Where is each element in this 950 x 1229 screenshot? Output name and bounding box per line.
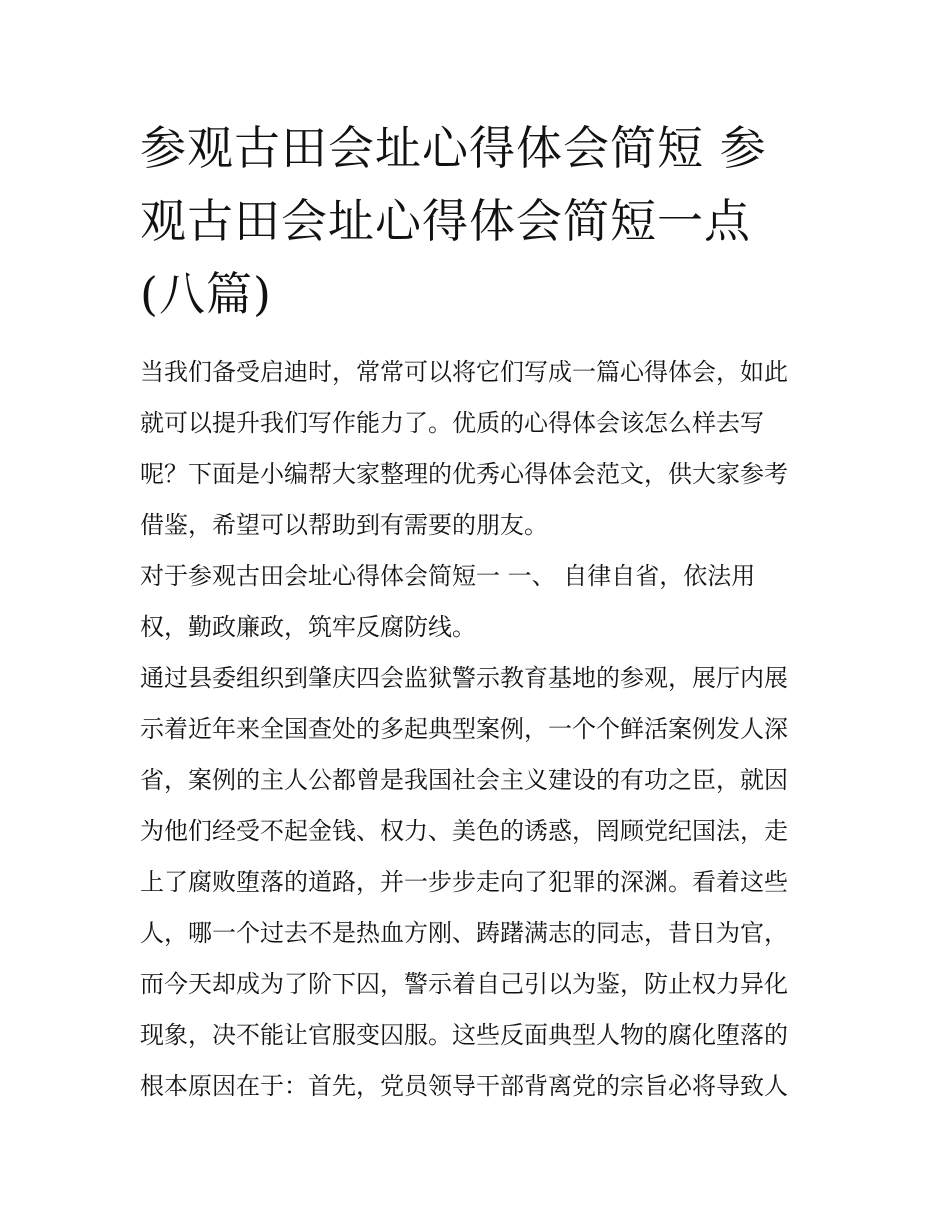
document-page [140,112,812,1112]
paragraph-line: 呢？下面是小编帮大家整理的优秀心得体会范文，供大家参考 [140,460,788,488]
paragraph-line: 现象，决不能让官服变囚服。这些反面典型人物的腐化堕落的 [140,1021,788,1049]
paragraph-line: 根本原因在于：首先，党员领导干部背离党的宗旨必将导致人 [140,1072,788,1100]
document-title [140,112,812,331]
paragraph-line: 对于参观古田会址心得体会简短一 一、 自律自省，依法用 [140,562,756,590]
paragraph-line: 上了腐败堕落的道路，并一步步走向了犯罪的深渊。看着这些 [140,868,788,896]
paragraph-line: 省，案例的主人公都曾是我国社会主义建设的有功之臣，就因 [140,766,788,794]
paragraph-line: 示着近年来全国查处的多起典型案例，一个个鲜活案例发人深 [140,715,788,743]
intro-paragraph [140,347,812,551]
paragraph-line: 权，勤政廉政，筑牢反腐防线。 [140,613,476,641]
paragraph-line: 人，哪一个过去不是热血方刚、踌躇满志的同志，昔日为官， [140,919,788,947]
paragraph-line: 当我们备受启迪时，常常可以将它们写成一篇心得体会，如此 [140,358,788,386]
paragraph-line: 而今天却成为了阶下囚，警示着自己引以为鉴，防止权力异化 [140,970,788,998]
section-heading-paragraph [140,551,812,653]
paragraph-line: 借鉴，希望可以帮助到有需要的朋友。 [140,511,548,539]
paragraph-line: 就可以提升我们写作能力了。优质的心得体会该怎么样去写 [140,409,764,437]
title-line: (八篇) [140,267,272,321]
title-line: 参观古田会址心得体会简短 参 [140,121,767,175]
title-line: 观古田会址心得体会简短一点 [140,194,751,248]
paragraph-line: 为他们经受不起金钱、权力、美色的诱惑，罔顾党纪国法，走 [140,817,788,845]
paragraph-line: 通过县委组织到肇庆四会监狱警示教育基地的参观，展厅内展 [140,664,788,692]
body-paragraph [140,653,812,1112]
